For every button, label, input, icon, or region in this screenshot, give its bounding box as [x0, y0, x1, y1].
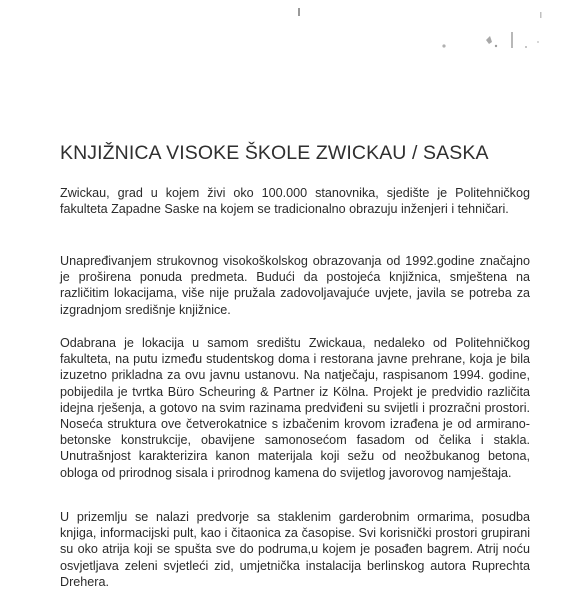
paragraph-ground-floor: U prizemlju se nalazi predvorje sa staklenim garderobnim ormarima, posudba knjiga, informacijski pult, kao i čitaonica za časopise. Svi korisnički prostori grupirani su oko atrija koji se spušta sve do podruma,u kojem je posađen bagrem. Atrij noću osvjetljava zeleni svjetleći zid, umjetnička instalacija berlinskog autora Ruprechta Drehera.	[60, 510, 530, 589]
paragraph-education: Unapređivanjem strukovnog visokoškolskog obrazovanja od 1992.godine značajno je proširena ponuda predmeta. Budući da postojeća knjižnica, smještena na različitim lokacijama, više nije pružala zadovoljavajuće uvjete, javila se potreba za izgradnjom središnje knjižnice.	[60, 254, 530, 317]
paragraph-intro: Zwickau, grad u kojem živi oko 100.000 stanovnika, sjedište je Politehničkog fakulteta Zapadne Saske na kojem se tradicionalno obrazuju inženjeri i tehničari.	[60, 186, 530, 217]
scan-specks	[0, 0, 587, 80]
paragraph-location: Odabrana je lokacija u samom središtu Zwickaua, nedaleko od Politehničkog fakulteta, na putu između studentskog doma i restorana javne prehrane, koja je bila izuzetno prikladna za ovu javnu ustanovu. Na natječaju, raspisanom 1994. godine, pobijedila je tvrtka Büro Scheuring & Partner iz Kölna. Projekt je predvidio različita idejna rješenja, a gotovo na svim razinama predviđeni su svijetli i prozračni prostori. Noseća struktura ove četverokatnice s izbačenim krovom izrađena je od armirano-betonske konstrukcije, obavijene samonosećom fasadom od čelika i stakla. Unutrašnjost karakterizira kanon materijala koji sežu od neožbukanog betona, obloga od prirodnog sisala i prirodnog kamena do svijetlog javorovog namještaja.	[60, 336, 530, 480]
page-title: KNJIŽNICA VISOKE ŠKOLE ZWICKAU / SASKA	[60, 142, 489, 164]
